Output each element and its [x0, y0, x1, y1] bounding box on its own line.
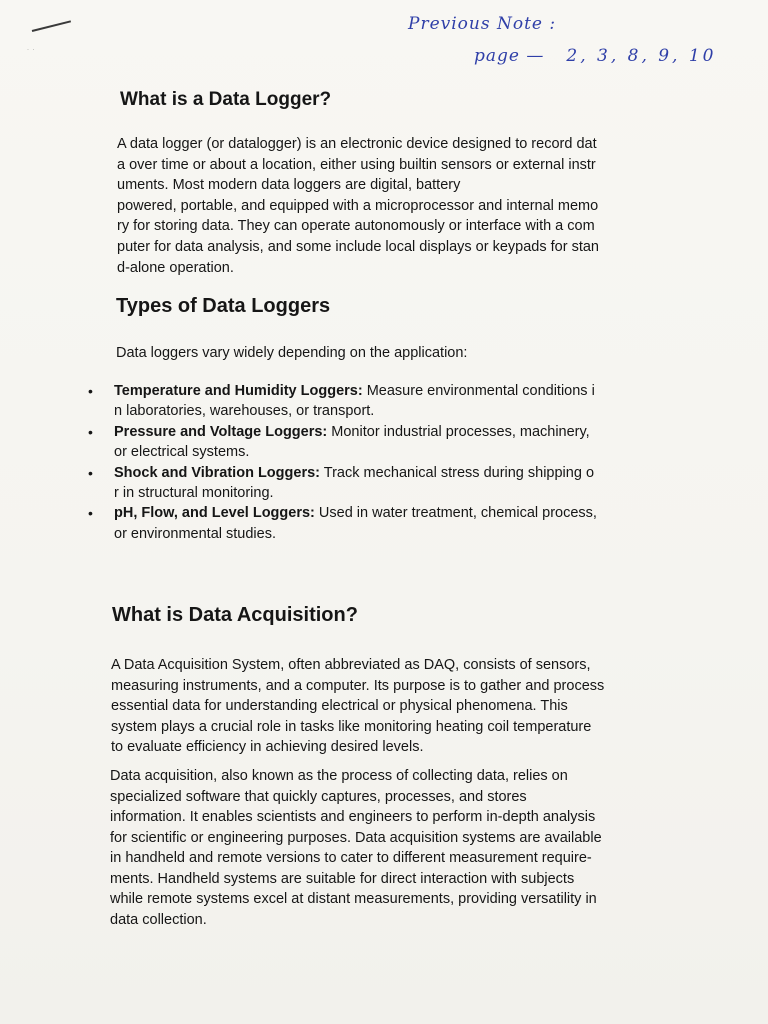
list-item-text: Measure environmental conditions i [362, 383, 595, 399]
list-item-text: Track mechanical stress during shipping o [319, 464, 595, 481]
data-logger-paragraph [117, 134, 677, 278]
heading-data-logger: What is a Data Logger? [120, 89, 332, 110]
list-item-term: Pressure and Voltage Loggers: [114, 423, 328, 440]
paragraph-line: A Data Acquisition System, often abbreviated as DAQ, consists of sensors, [111, 657, 591, 673]
bullet-icon: • [88, 423, 93, 440]
paragraph-line: A data logger (or datalogger) is an electronic device designed to record dat [117, 136, 597, 152]
paragraph-line: powered, portable, and equipped with a microprocessor and internal memo [117, 197, 599, 214]
types-intro-text: Data loggers vary widely depending on the application: [116, 345, 468, 361]
bullet-icon: • [88, 383, 93, 399]
list-item-term: pH, Flow, and Level Loggers: [114, 505, 315, 522]
heading-data-acquisition: What is Data Acquisition? [112, 604, 358, 626]
pen-dots-mark: · · [27, 47, 36, 53]
list-item-text: Used in water treatment, chemical process, [314, 505, 597, 522]
paragraph-line: ry for storing data. They can operate autonomously or interface with a com [117, 218, 595, 235]
list-item-term: Shock and Vibration Loggers: [114, 464, 320, 481]
list-item-text: r in structural monitoring. [114, 485, 274, 502]
paragraph-line: measuring instruments, and a computer. Its purpose is to gather and process [111, 677, 605, 694]
handwritten-pages-label: page — [474, 46, 545, 66]
paragraph-line: information. It enables scientists and engineers to perform in-depth analysis [110, 809, 596, 825]
paragraph-line: puter for data analysis, and some include local displays or keypads for stan [117, 238, 599, 255]
list-item [88, 422, 678, 463]
heading-types-of-data-loggers: Types of Data Loggers [116, 295, 331, 317]
paragraph-line: d-alone operation. [117, 259, 234, 276]
pen-stroke-mark [32, 20, 71, 32]
list-item-term: Temperature and Humidity Loggers: [114, 383, 363, 399]
paragraph-line: while remote systems excel at distant measurements, providing versatility in [110, 891, 597, 907]
paragraph-line: in handheld and remote versions to cater to different measurement require- [110, 850, 592, 866]
paragraph-line: uments. Most modern data loggers are digital, battery [117, 177, 461, 194]
bullet-icon: • [88, 505, 93, 522]
paragraph-line: for scientific or engineering purposes. Data acquisition systems are available [110, 829, 602, 846]
paragraph-line: data collection. [110, 911, 207, 928]
list-item-text: Monitor industrial processes, machinery, [327, 423, 590, 440]
paragraph-line: specialized software that quickly captures, processes, and stores [110, 788, 527, 805]
paragraph-line: to evaluate efficiency in achieving desired levels. [111, 739, 424, 755]
paragraph-line: ments. Handheld systems are suitable for direct interaction with subjects [110, 870, 575, 887]
list-item-text: n laboratories, warehouses, or transport. [114, 403, 375, 420]
daq-paragraph-2 [110, 766, 674, 930]
list-item [88, 503, 678, 544]
handwritten-pages-list: 2, 3, 8, 9, 10 [566, 46, 717, 66]
logger-types-list [88, 381, 678, 544]
list-item [88, 463, 678, 504]
paragraph-line: a over time or about a location, either using builtin sensors or external instr [117, 156, 596, 173]
daq-paragraph-1 [111, 655, 673, 758]
list-item [88, 381, 678, 422]
list-item-text: or electrical systems. [114, 444, 250, 461]
bullet-icon: • [88, 464, 93, 481]
paragraph-line: essential data for understanding electrical or physical phenomena. This [111, 698, 568, 714]
list-item-text: or environmental studies. [114, 525, 276, 542]
paragraph-line: Data acquisition, also known as the process of collecting data, relies on [110, 768, 568, 784]
handwritten-note-title: Previous Note : [408, 14, 557, 34]
handwritten-note-pages [474, 46, 717, 66]
paragraph-line: system plays a crucial role in tasks like monitoring heating coil temperature [111, 718, 592, 735]
